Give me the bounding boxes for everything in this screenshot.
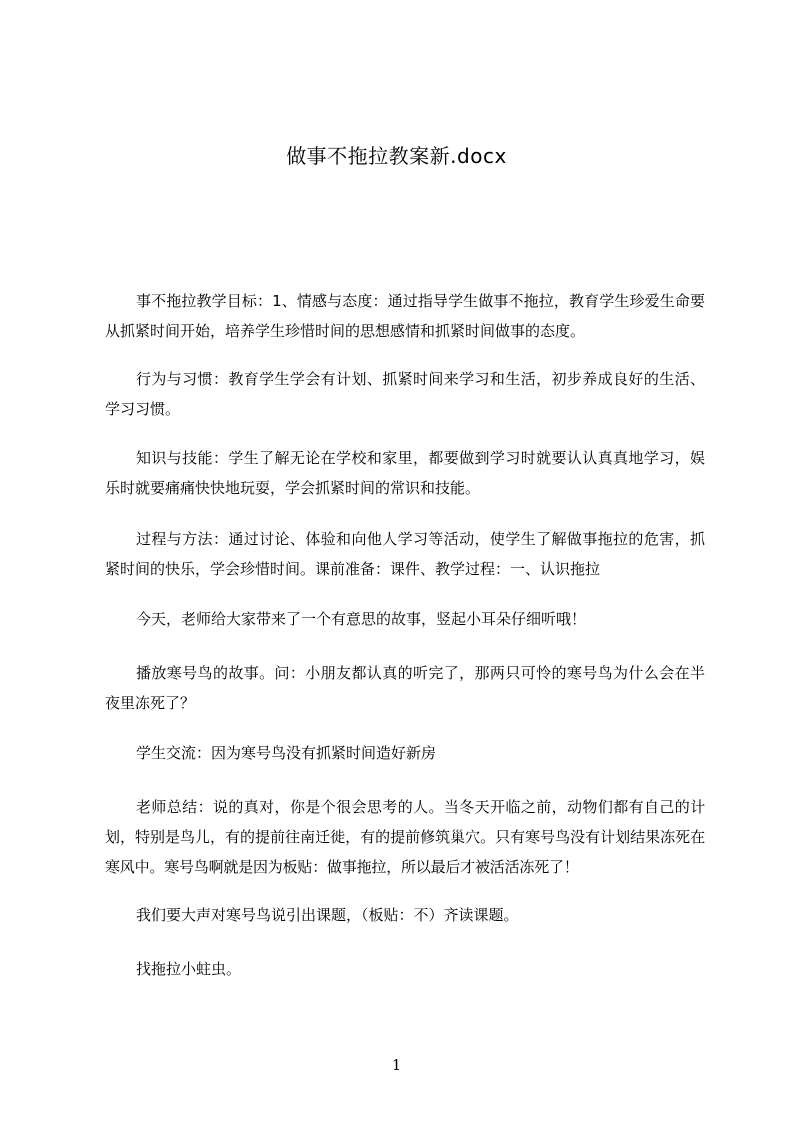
paragraph-behavior-habits: 行为与习惯：教育学生学会有计划、抓紧时间来学习和生活，初步养成良好的生活、学习习惯。 xyxy=(105,370,705,418)
paragraph-topic-intro: 我们要大声对寒号鸟说引出课题，（板贴：不）齐读课题。 xyxy=(136,906,519,924)
paragraph-find-bugs: 找拖拉小蛀虫。 xyxy=(136,960,242,978)
paragraph-teacher-summary: 老师总结：说的真对，你是个很会思考的人。当冬天开临之前，动物们都有自己的计划，特别是鸟儿，有的提前往南迁徙，有的提前修筑巢穴。只有寒号鸟没有计划结果冻死在寒风中。寒号鸟啊就是因为板贴：做事拖拉，所以最后才被活活冻死了！ xyxy=(105,798,705,876)
paragraph-teaching-goals: 事不拖拉教学目标：1、情感与态度：通过指导学生做事不拖拉，教育学生珍爱生命要从抓紧时间开始，培养学生珍惜时间的思想感情和抓紧时间做事的态度。 xyxy=(105,292,705,340)
paragraph-student-discussion: 学生交流：因为寒号鸟没有抓紧时间造好新房 xyxy=(136,744,437,762)
paragraph-story-intro: 今天，老师给大家带来了一个有意思的故事，竖起小耳朵仔细听哦！ xyxy=(136,610,587,628)
paragraph-play-story: 播放寒号鸟的故事。问：小朋友都认真的听完了，那两只可怜的寒号鸟为什么会在半夜里冻死了？ xyxy=(105,664,705,712)
paragraph-knowledge-skills: 知识与技能：学生了解无论在学校和家里，都要做到学习时就要认认真真地学习，娱乐时就要痛痛快快地玩耍，学会抓紧时间的常识和技能。 xyxy=(105,449,705,497)
page-number: 1 xyxy=(391,1056,402,1074)
document-title: 做事不拖拉教案新.docx xyxy=(286,144,507,168)
paragraph-process-methods: 过程与方法：通过讨论、体验和向他人学习等活动，使学生了解做事拖拉的危害，抓紧时间的快乐，学会珍惜时间。课前准备：课件、教学过程：一、认识拖拉 xyxy=(105,530,705,578)
